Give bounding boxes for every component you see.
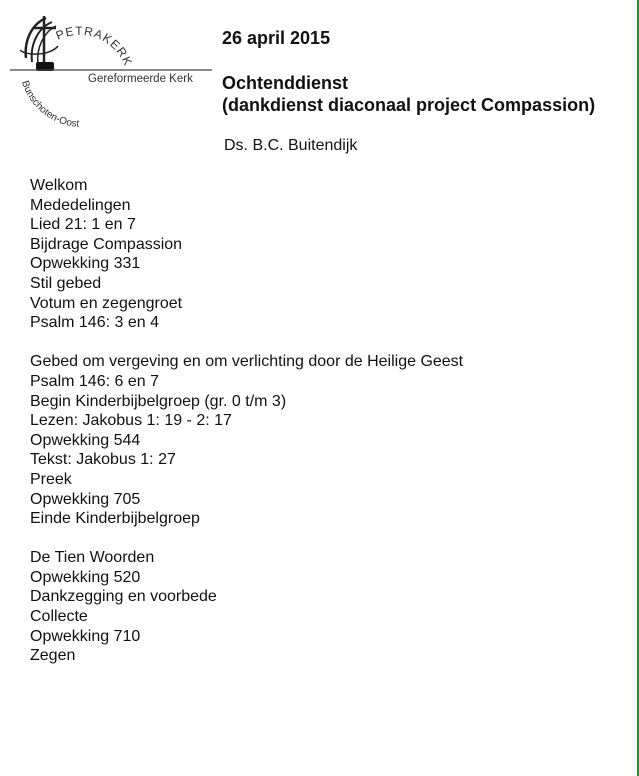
order-item: Welkom (30, 177, 88, 194)
order-item: Bijdrage Compassion (30, 235, 183, 253)
service-date: 26 april 2015 (222, 28, 331, 48)
order-item: Psalm 146: 6 en 7 (30, 372, 159, 390)
service-title-line1: Ochtenddienst (222, 73, 349, 93)
service-title-line2: (dankdienst diaconaal project Compassion) (222, 95, 596, 115)
order-item: Dankzegging en voorbede (30, 588, 217, 606)
order-item: Stil gebed (30, 274, 102, 292)
order-item: Opwekking 544 (30, 431, 141, 449)
order-item: Tekst: Jakobus 1: 27 (30, 451, 176, 469)
order-item: Einde Kinderbijbelgroep (30, 510, 200, 528)
order-item: Psalm 146: 3 en 4 (30, 314, 159, 332)
church-logo (6, 10, 212, 130)
order-item: Lezen: Jakobus 1: 19 - 2: 17 (30, 412, 232, 430)
church-emblem-icon (6, 10, 212, 130)
order-item: Opwekking 520 (30, 568, 141, 586)
order-item: Opwekking 710 (30, 627, 141, 645)
order-item: De Tien Woorden (30, 549, 155, 567)
service-title (222, 72, 595, 116)
order-item: Zegen (30, 647, 76, 665)
minister-name: Ds. B.C. Buitendijk (224, 137, 358, 154)
section-gap (30, 529, 463, 549)
order-item: Votum en zegengroet (30, 294, 183, 312)
order-item: Lied 21: 1 en 7 (30, 216, 136, 234)
section-gap (30, 333, 463, 353)
order-item: Opwekking 705 (30, 490, 141, 508)
logo-arc-bottom: Bunschoten-Oost (19, 79, 80, 130)
logo-arc-top: PETRAKERK (53, 23, 136, 69)
order-item: Collecte (30, 608, 88, 626)
order-item: Mededelingen (30, 196, 131, 214)
order-item: Opwekking 331 (30, 255, 141, 273)
order-item: Begin Kinderbijbelgroep (gr. 0 t/m 3) (30, 392, 287, 410)
order-item: Preek (30, 470, 72, 488)
order-item: Gebed om vergeving en om verlichting door de Heilige Geest (30, 353, 464, 371)
svg-text:PETRAKERK (54, 24, 136, 69)
order-of-service (30, 176, 463, 666)
svg-text:Bunschoten-Oost (19, 79, 80, 129)
logo-church-name: Gereformeerde Kerk (88, 73, 193, 85)
